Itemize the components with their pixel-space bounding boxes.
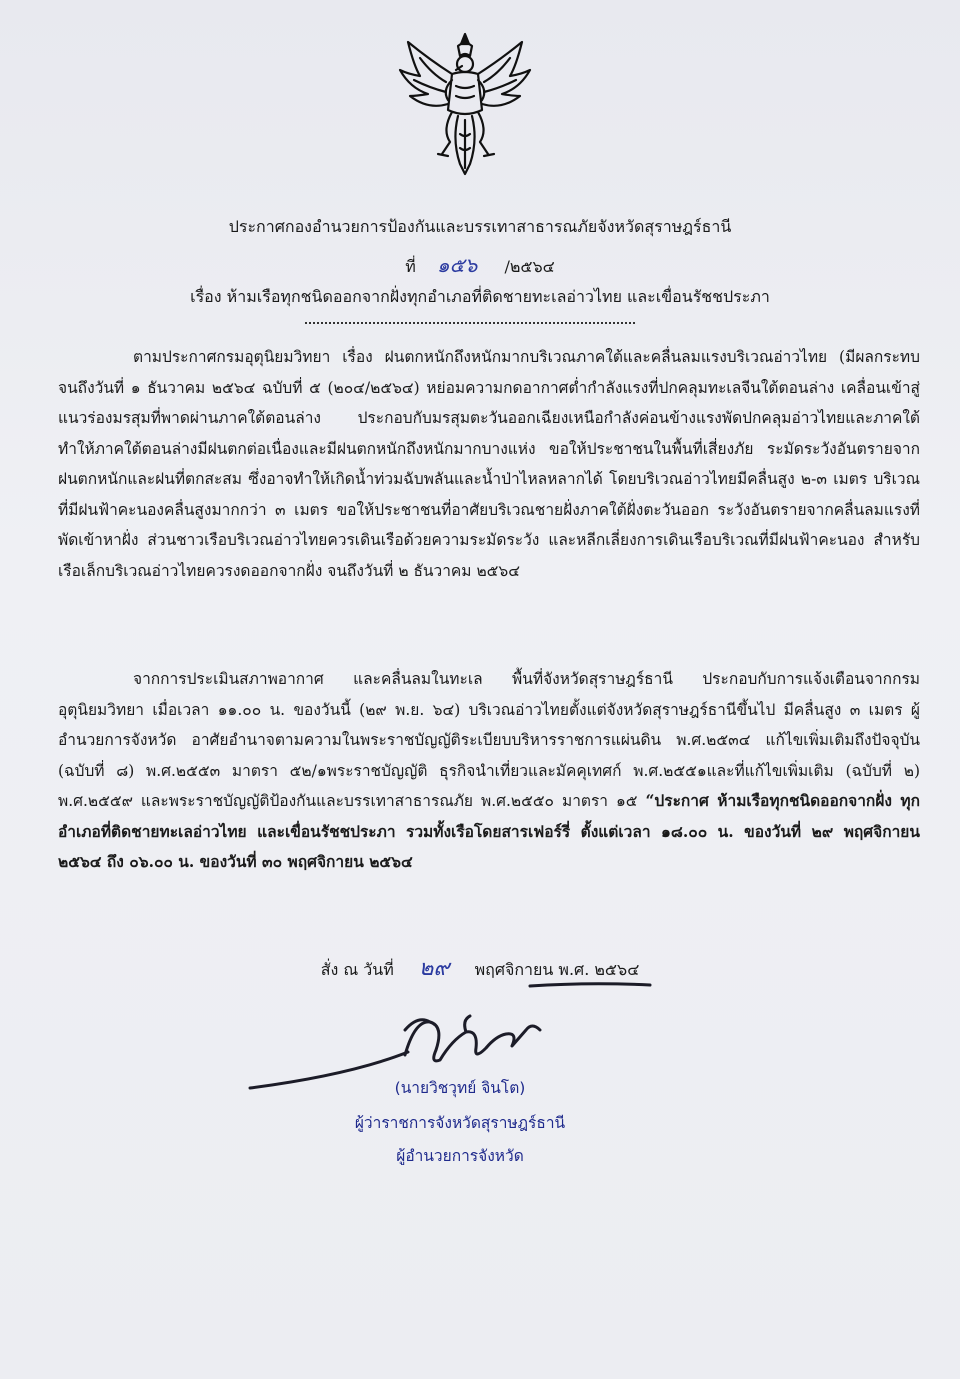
body-paragraph-2 xyxy=(58,664,920,878)
handwritten-day: ๒๙ xyxy=(418,956,450,981)
announcement-title: ประกาศกองอำนวยการป้องกันและบรรเทาสาธารณภัยจังหวัดสุราษฎร์ธานี xyxy=(228,217,732,236)
signer-title-governor: ผู้ว่าราชการจังหวัดสุราษฎร์ธานี xyxy=(354,1114,566,1132)
announcement-subject: เรื่อง ห้ามเรือทุกชนิดออกจากฝั่งทุกอำเภอที่ติดชายทะเลอ่าวไทย และเขื่อนรัชชประภา xyxy=(190,287,770,306)
dotted-divider xyxy=(305,322,635,324)
signer-title-director: ผู้อำนวยการจังหวัด xyxy=(396,1147,524,1165)
order-month-year: พฤศจิกายน พ.ศ. ๒๕๖๔ xyxy=(474,960,640,979)
paragraph-2-bold-text: “ประกาศ ห้ามเรือทุกชนิดออกจากฝั่ง ทุกอำเภอที่ติดชายทะเลอ่าวไทย และเขื่อนรัชชประภา รวมทั้งเรือโดยสารเฟอร์รี่ ตั้งแต่เวลา ๑๘.๐๐ น. ของวันที่ ๒๙ พฤศจิกายน ๒๕๖๔ ถึง ๐๖.๐๐ น. ของวันที่ ๓๐ พฤศจิกายน ๒๕๖๔ xyxy=(58,791,920,871)
announcement-number xyxy=(0,254,960,278)
number-year: /๒๕๖๔ xyxy=(504,257,555,276)
paragraph-2-normal-text: จากการประเมินสภาพอากาศ และคลื่นลมในทะเล พื้นที่จังหวัดสุราษฎร์ธานี ประกอบกับการแจ้งเตือนจากกรมอุตุนิยมวิทยา เมื่อเวลา ๑๑.๐๐ น. ของวันนี้ (๒๙ พ.ย. ๖๔) บริเวณอ่าวไทยตั้งแต่จังหวัดสุราษฎร์ธานีขึ้นไป มีคลื่นสูง ๓ เมตร ผู้อำนวยการจังหวัด อาศัยอำนาจตามความในพระราชบัญญัติระเบียบบริหารราชการแผ่นดิน พ.ศ.๒๕๓๔ แก้ไขเพิ่มเติมถึงปัจจุบัน (ฉบับที่ ๘) พ.ศ.๒๕๕๓ มาตรา ๕๒/๑พระราชบัญญัติ ธุรกิจนำเที่ยวและมัคคุเทศก์ พ.ศ.๒๕๕๑และที่แก้ไขเพิ่มเติม (ฉบับที่ ๒) พ.ศ.๒๕๕๙ และพระราชบัญญัติป้องกันและบรรเทาสาธารณภัย พ.ศ.๒๕๕๐ มาตรา ๑๕ xyxy=(58,670,920,810)
body-paragraph-1: ตามประกาศกรมอุตุนิยมวิทยา เรื่อง ฝนตกหนักถึงหนักมากบริเวณภาคใต้และคลื่นลมแรงบริเวณอ่าวไทย (มีผลกระทบจนถึงวันที่ ๑ ธันวาคม ๒๕๖๔ ฉบับที่ ๕ (๒๐๔/๒๕๖๔) หย่อมความกดอากาศต่ำกำลังแรงที่ปกคลุมทะเลจีนใต้ตอนล่าง เคลื่อนเข้าสู่แนวร่องมรสุมที่พาดผ่านภาคใต้ตอนล่าง ประกอบกับมรสุมตะวันออกเฉียงเหนือกำลังค่อนข้างแรงพัดปกคลุมอ่าวไทยและภาคใต้ ทำให้ภาคใต้ตอนล่างมีฝนตกต่อเนื่องและมีฝนตกหนักถึงหนักมากบางแห่ง ขอให้ประชาชนในพื้นที่เสี่ยงภัย ระมัดระวังอันตรายจากฝนตกหนักและฝนที่ตกสะสม ซึ่งอาจทำให้เกิดน้ำท่วมฉับพลันและน้ำป่าไหลหลากได้ โดยบริเวณอ่าวไทยมีคลื่นสูง ๒-๓ เมตร บริเวณที่มีฝนฟ้าคะนองคลื่นสูงมากกว่า ๓ เมตร ขอให้ประชาชนที่อาศัยบริเวณชายฝั่งภาคใต้ฝั่งตะวันออก ระวังอันตรายจากคลื่นลมแรงที่พัดเข้าหาฝั่ง ส่วนชาวเรือบริเวณอ่าวไทยควรเดินเรือด้วยความระมัดระวัง และหลีกเลี่ยงการเดินเรือบริเวณที่มีฝนฟ้าคะนอง สำหรับเรือเล็กบริเวณอ่าวไทยควรงดออกจากฝั่ง จนถึงวันที่ ๒ ธันวาคม ๒๕๖๔ xyxy=(58,348,920,580)
handwritten-number: ๑๕๖ xyxy=(436,253,478,277)
signer-name: (นายวิชวุทย์ จินโต) xyxy=(394,1079,526,1097)
number-prefix: ที่ xyxy=(405,257,416,276)
order-prefix: สั่ง ณ วันที่ xyxy=(320,960,394,979)
garuda-emblem-icon xyxy=(390,30,540,180)
